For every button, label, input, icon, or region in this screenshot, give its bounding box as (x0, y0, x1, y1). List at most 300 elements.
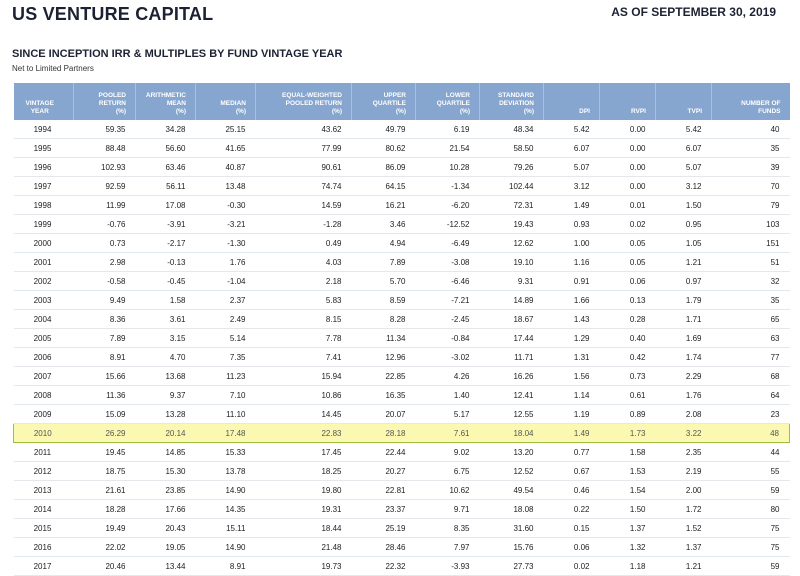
column-header-unit: (%) (395, 108, 406, 115)
table-cell: 16.21 (352, 196, 416, 215)
table-cell: 1.49 (544, 196, 600, 215)
table-cell: 19.10 (480, 253, 544, 272)
table-cell: 0.73 (74, 234, 136, 253)
vintage-year-cell: 2011 (14, 443, 74, 462)
table-cell: 1.69 (656, 329, 712, 348)
table-cell: 49.54 (480, 481, 544, 500)
table-cell: 40 (712, 120, 790, 139)
table-cell: 8.15 (256, 310, 352, 329)
table-cell: 12.96 (352, 348, 416, 367)
table-cell: 6.07 (544, 139, 600, 158)
table-cell: 9.37 (136, 386, 196, 405)
table-cell: 7.97 (416, 538, 480, 557)
table-cell: 14.59 (256, 196, 352, 215)
table-cell: 1.58 (136, 291, 196, 310)
table-cell: 7.61 (416, 424, 480, 443)
table-cell: 19.49 (74, 519, 136, 538)
table-cell: 1.76 (656, 386, 712, 405)
table-cell: 0.95 (656, 215, 712, 234)
table-cell: 72.31 (480, 196, 544, 215)
column-header (74, 83, 136, 120)
table-cell: 8.36 (74, 310, 136, 329)
table-cell: 9.71 (416, 500, 480, 519)
vintage-year-cell: 2003 (14, 291, 74, 310)
table-cell: 0.93 (544, 215, 600, 234)
column-header-label: NUMBER OF (741, 100, 781, 107)
table-cell: -3.21 (196, 215, 256, 234)
table-cell: 151 (712, 234, 790, 253)
table-cell: 0.05 (600, 234, 656, 253)
table-cell: 13.44 (136, 557, 196, 576)
vintage-year-cell: 2007 (14, 367, 74, 386)
table-cell: 20.43 (136, 519, 196, 538)
table-cell: 1.31 (544, 348, 600, 367)
table-cell: 18.25 (256, 462, 352, 481)
table-cell: 2.18 (256, 272, 352, 291)
column-header-label: LOWER QUARTILE (436, 92, 470, 107)
table-cell: 14.45 (256, 405, 352, 424)
table-cell: 56.60 (136, 139, 196, 158)
table-cell: 21.54 (416, 139, 480, 158)
table-row (14, 462, 790, 481)
table-row (14, 443, 790, 462)
table-cell: 75 (712, 538, 790, 557)
table-cell: 0.00 (600, 120, 656, 139)
table-cell: 0.73 (600, 367, 656, 386)
table-cell: 5.70 (352, 272, 416, 291)
table-cell: 10.62 (416, 481, 480, 500)
table-cell: 40.87 (196, 158, 256, 177)
table-cell: 16.35 (352, 386, 416, 405)
table-row (14, 272, 790, 291)
table-cell: 3.61 (136, 310, 196, 329)
table-cell: 1.14 (544, 386, 600, 405)
table-cell: 34.28 (136, 120, 196, 139)
table-cell: 0.97 (656, 272, 712, 291)
table-cell: 21.48 (256, 538, 352, 557)
table-cell: -12.52 (416, 215, 480, 234)
table-cell: 75 (712, 519, 790, 538)
table-cell: 90.61 (256, 158, 352, 177)
table-cell: 15.09 (74, 405, 136, 424)
table-cell: -2.45 (416, 310, 480, 329)
table-cell: 4.94 (352, 234, 416, 253)
table-cell: 0.67 (544, 462, 600, 481)
column-header (352, 83, 416, 120)
table-cell: 1.52 (656, 519, 712, 538)
table-cell: 28.46 (352, 538, 416, 557)
table-cell: 9.02 (416, 443, 480, 462)
table-cell: 44 (712, 443, 790, 462)
table-row (14, 196, 790, 215)
table-cell: 14.89 (480, 291, 544, 310)
table-cell: 18.04 (480, 424, 544, 443)
table-cell: 13.28 (136, 405, 196, 424)
table-cell: 32 (712, 272, 790, 291)
column-header (256, 83, 352, 120)
table-cell: 39 (712, 158, 790, 177)
table-cell: 1.74 (656, 348, 712, 367)
table-cell: 1.72 (656, 500, 712, 519)
table-cell: 22.83 (256, 424, 352, 443)
table-cell: 1.18 (600, 557, 656, 576)
table-cell: 3.46 (352, 215, 416, 234)
table-row (14, 158, 790, 177)
table-cell: 8.91 (196, 557, 256, 576)
table-cell: 5.14 (196, 329, 256, 348)
table-cell: 1.37 (656, 538, 712, 557)
table-cell: 80 (712, 500, 790, 519)
table-cell: 79 (712, 196, 790, 215)
table-cell: 13.20 (480, 443, 544, 462)
table-cell: 0.28 (600, 310, 656, 329)
table-cell: 20.46 (74, 557, 136, 576)
table-cell: -1.28 (256, 215, 352, 234)
column-header (712, 83, 790, 120)
vintage-year-cell: 2008 (14, 386, 74, 405)
table-row (14, 234, 790, 253)
table-cell: 19.80 (256, 481, 352, 500)
table-cell: 6.75 (416, 462, 480, 481)
table-cell: 13.48 (196, 177, 256, 196)
table-cell: -0.84 (416, 329, 480, 348)
table-cell: 12.52 (480, 462, 544, 481)
table-cell: -0.13 (136, 253, 196, 272)
table-cell: 2.49 (196, 310, 256, 329)
table-row (14, 177, 790, 196)
column-header-unit: DPI (579, 108, 590, 115)
table-row (14, 139, 790, 158)
column-header-unit: (%) (115, 108, 126, 115)
table-cell: 59 (712, 481, 790, 500)
table-cell: -0.58 (74, 272, 136, 291)
table-cell: 0.46 (544, 481, 600, 500)
table-subtitle: SINCE INCEPTION IRR & MULTIPLES BY FUND VINTAGE YEAR (12, 48, 343, 60)
irr-table (13, 83, 790, 576)
table-cell: 11.34 (352, 329, 416, 348)
table-cell: 8.35 (416, 519, 480, 538)
table-row (14, 519, 790, 538)
table-cell: 1.37 (600, 519, 656, 538)
column-header-unit: RVPI (630, 108, 646, 115)
table-cell: 22.44 (352, 443, 416, 462)
table-cell: 20.07 (352, 405, 416, 424)
vintage-year-cell: 1998 (14, 196, 74, 215)
table-cell: 80.62 (352, 139, 416, 158)
as-of-date: AS OF SEPTEMBER 30, 2019 (611, 5, 776, 19)
table-cell: 19.73 (256, 557, 352, 576)
table-cell: -0.45 (136, 272, 196, 291)
table-cell: 86.09 (352, 158, 416, 177)
table-cell: -1.34 (416, 177, 480, 196)
table-cell: 11.23 (196, 367, 256, 386)
table-cell: 19.05 (136, 538, 196, 557)
page-title: US VENTURE CAPITAL (12, 4, 214, 24)
table-cell: 59.35 (74, 120, 136, 139)
table-cell: 92.59 (74, 177, 136, 196)
table-cell: 5.17 (416, 405, 480, 424)
table-cell: 22.81 (352, 481, 416, 500)
table-cell: 0.02 (600, 215, 656, 234)
table-header-row (14, 83, 790, 120)
column-header-label: STANDARD DEVIATION (498, 92, 534, 107)
column-header-unit: (%) (523, 108, 534, 115)
column-header (600, 83, 656, 120)
table-cell: 0.02 (544, 557, 600, 576)
table-row (14, 215, 790, 234)
table-cell: 11.10 (196, 405, 256, 424)
table-cell: 77 (712, 348, 790, 367)
table-cell: 49.79 (352, 120, 416, 139)
table-cell: 14.35 (196, 500, 256, 519)
table-cell: 7.89 (352, 253, 416, 272)
table-cell: 15.94 (256, 367, 352, 386)
table-cell: -3.02 (416, 348, 480, 367)
table-cell: 0.40 (600, 329, 656, 348)
table-row (14, 557, 790, 576)
table-cell: -3.91 (136, 215, 196, 234)
table-cell: 1.58 (600, 443, 656, 462)
table-cell: 19.43 (480, 215, 544, 234)
vintage-year-cell: 2006 (14, 348, 74, 367)
table-body (14, 120, 790, 576)
table-cell: 21.61 (74, 481, 136, 500)
table-cell: 102.93 (74, 158, 136, 177)
table-row (14, 500, 790, 519)
table-cell: 0.13 (600, 291, 656, 310)
table-cell: 0.77 (544, 443, 600, 462)
table-cell: 13.78 (196, 462, 256, 481)
table-cell: 65 (712, 310, 790, 329)
table-row (14, 310, 790, 329)
table-cell: 16.26 (480, 367, 544, 386)
table-cell: 17.48 (196, 424, 256, 443)
table-cell: 1.66 (544, 291, 600, 310)
column-header-label: MEDIAN (220, 100, 246, 107)
table-cell: 2.37 (196, 291, 256, 310)
table-cell: 4.26 (416, 367, 480, 386)
table-cell: 88.48 (74, 139, 136, 158)
table-cell: 17.08 (136, 196, 196, 215)
table-cell: 0.91 (544, 272, 600, 291)
table-cell: 9.49 (74, 291, 136, 310)
table-cell: 56.11 (136, 177, 196, 196)
table-row (14, 424, 790, 443)
table-cell: 2.00 (656, 481, 712, 500)
table-cell: 10.86 (256, 386, 352, 405)
table-cell: 6.07 (656, 139, 712, 158)
table-cell: 11.99 (74, 196, 136, 215)
table-cell: 1.79 (656, 291, 712, 310)
table-cell: 0.06 (600, 272, 656, 291)
table-cell: 0.22 (544, 500, 600, 519)
table-cell: 1.00 (544, 234, 600, 253)
table-cell: 3.12 (544, 177, 600, 196)
table-cell: 79.26 (480, 158, 544, 177)
table-cell: 51 (712, 253, 790, 272)
table-cell: -0.76 (74, 215, 136, 234)
vintage-year-cell: 2014 (14, 500, 74, 519)
vintage-year-cell: 2015 (14, 519, 74, 538)
table-cell: 0.49 (256, 234, 352, 253)
table-cell: 1.32 (600, 538, 656, 557)
column-header (656, 83, 712, 120)
table-row (14, 367, 790, 386)
column-header (416, 83, 480, 120)
table-row (14, 348, 790, 367)
table-cell: 5.42 (544, 120, 600, 139)
table-cell: 7.78 (256, 329, 352, 348)
table-cell: -1.30 (196, 234, 256, 253)
table-cell: 0.05 (600, 253, 656, 272)
table-cell: 11.36 (74, 386, 136, 405)
table-cell: 18.44 (256, 519, 352, 538)
column-header-unit: FUNDS (758, 108, 781, 115)
table-cell: 28.18 (352, 424, 416, 443)
table-cell: 48.34 (480, 120, 544, 139)
table-cell: 7.10 (196, 386, 256, 405)
table-cell: -6.20 (416, 196, 480, 215)
table-cell: 7.41 (256, 348, 352, 367)
vintage-year-cell: 1995 (14, 139, 74, 158)
table-cell: 0.00 (600, 177, 656, 196)
vintage-year-cell: 2012 (14, 462, 74, 481)
table-row (14, 386, 790, 405)
table-cell: 2.35 (656, 443, 712, 462)
column-header-label: ARITHMETIC MEAN (145, 92, 186, 107)
table-cell: 11.71 (480, 348, 544, 367)
column-header-label: VINTAGE (25, 100, 54, 107)
table-cell: 3.15 (136, 329, 196, 348)
table-cell: 12.62 (480, 234, 544, 253)
table-cell: -7.21 (416, 291, 480, 310)
table-cell: 68 (712, 367, 790, 386)
table-cell: 10.28 (416, 158, 480, 177)
table-cell: 31.60 (480, 519, 544, 538)
table-cell: 0.42 (600, 348, 656, 367)
table-cell: -6.49 (416, 234, 480, 253)
table-cell: 63 (712, 329, 790, 348)
table-cell: 9.31 (480, 272, 544, 291)
table-cell: 18.67 (480, 310, 544, 329)
table-cell: 22.85 (352, 367, 416, 386)
table-cell: 14.90 (196, 538, 256, 557)
vintage-year-cell: 1999 (14, 215, 74, 234)
table-cell: 7.35 (196, 348, 256, 367)
table-cell: 102.44 (480, 177, 544, 196)
table-cell: 8.91 (74, 348, 136, 367)
table-cell: 41.65 (196, 139, 256, 158)
table-cell: 8.28 (352, 310, 416, 329)
table-row (14, 120, 790, 139)
table-cell: 22.02 (74, 538, 136, 557)
table-cell: -2.17 (136, 234, 196, 253)
column-header-unit: YEAR (30, 108, 49, 115)
table-cell: 1.54 (600, 481, 656, 500)
table-cell: 14.90 (196, 481, 256, 500)
table-cell: 35 (712, 139, 790, 158)
vintage-year-cell: 1994 (14, 120, 74, 139)
table-cell: 3.22 (656, 424, 712, 443)
table-cell: 14.85 (136, 443, 196, 462)
table-cell: 1.19 (544, 405, 600, 424)
table-cell: 1.43 (544, 310, 600, 329)
table-cell: 1.21 (656, 557, 712, 576)
table-cell: 0.00 (600, 158, 656, 177)
table-cell: 1.16 (544, 253, 600, 272)
table-cell: 15.76 (480, 538, 544, 557)
table-cell: 35 (712, 291, 790, 310)
column-header-label: UPPER QUARTILE (372, 92, 406, 107)
table-cell: 20.14 (136, 424, 196, 443)
table-cell: 0.61 (600, 386, 656, 405)
vintage-year-cell: 2004 (14, 310, 74, 329)
table-cell: 26.29 (74, 424, 136, 443)
table-cell: 19.45 (74, 443, 136, 462)
column-header (136, 83, 196, 120)
table-cell: 1.71 (656, 310, 712, 329)
table-cell: 25.19 (352, 519, 416, 538)
table-cell: 5.83 (256, 291, 352, 310)
table-cell: 15.66 (74, 367, 136, 386)
table-cell: -1.04 (196, 272, 256, 291)
table-cell: 18.28 (74, 500, 136, 519)
table-cell: 48 (712, 424, 790, 443)
column-header-unit: (%) (175, 108, 186, 115)
table-cell: 18.08 (480, 500, 544, 519)
table-cell: 103 (712, 215, 790, 234)
table-row (14, 481, 790, 500)
table-cell: 1.53 (600, 462, 656, 481)
table-cell: 15.33 (196, 443, 256, 462)
table-cell: 64.15 (352, 177, 416, 196)
table-cell: 19.31 (256, 500, 352, 519)
table-cell: 1.73 (600, 424, 656, 443)
column-header-unit: (%) (331, 108, 342, 115)
vintage-year-cell: 2016 (14, 538, 74, 557)
table-cell: 15.30 (136, 462, 196, 481)
table-cell: 77.99 (256, 139, 352, 158)
table-cell: 27.73 (480, 557, 544, 576)
table-note: Net to Limited Partners (12, 64, 94, 73)
table-cell: 17.44 (480, 329, 544, 348)
vintage-year-cell: 2005 (14, 329, 74, 348)
table-cell: 17.45 (256, 443, 352, 462)
vintage-year-cell: 2009 (14, 405, 74, 424)
table-cell: 0.01 (600, 196, 656, 215)
table-cell: 1.29 (544, 329, 600, 348)
table-cell: 55 (712, 462, 790, 481)
table-cell: 1.50 (656, 196, 712, 215)
table-cell: 15.11 (196, 519, 256, 538)
table-cell: 64 (712, 386, 790, 405)
table-cell: 22.32 (352, 557, 416, 576)
table-cell: 2.29 (656, 367, 712, 386)
table-cell: 1.50 (600, 500, 656, 519)
table-cell: 59 (712, 557, 790, 576)
table-cell: 5.07 (544, 158, 600, 177)
column-header (14, 83, 74, 120)
table-row (14, 291, 790, 310)
table-cell: 1.21 (656, 253, 712, 272)
vintage-year-cell: 1996 (14, 158, 74, 177)
table-cell: 13.68 (136, 367, 196, 386)
table-cell: 2.98 (74, 253, 136, 272)
table-cell: 20.27 (352, 462, 416, 481)
column-header (196, 83, 256, 120)
table-cell: 18.75 (74, 462, 136, 481)
table-cell: 6.19 (416, 120, 480, 139)
